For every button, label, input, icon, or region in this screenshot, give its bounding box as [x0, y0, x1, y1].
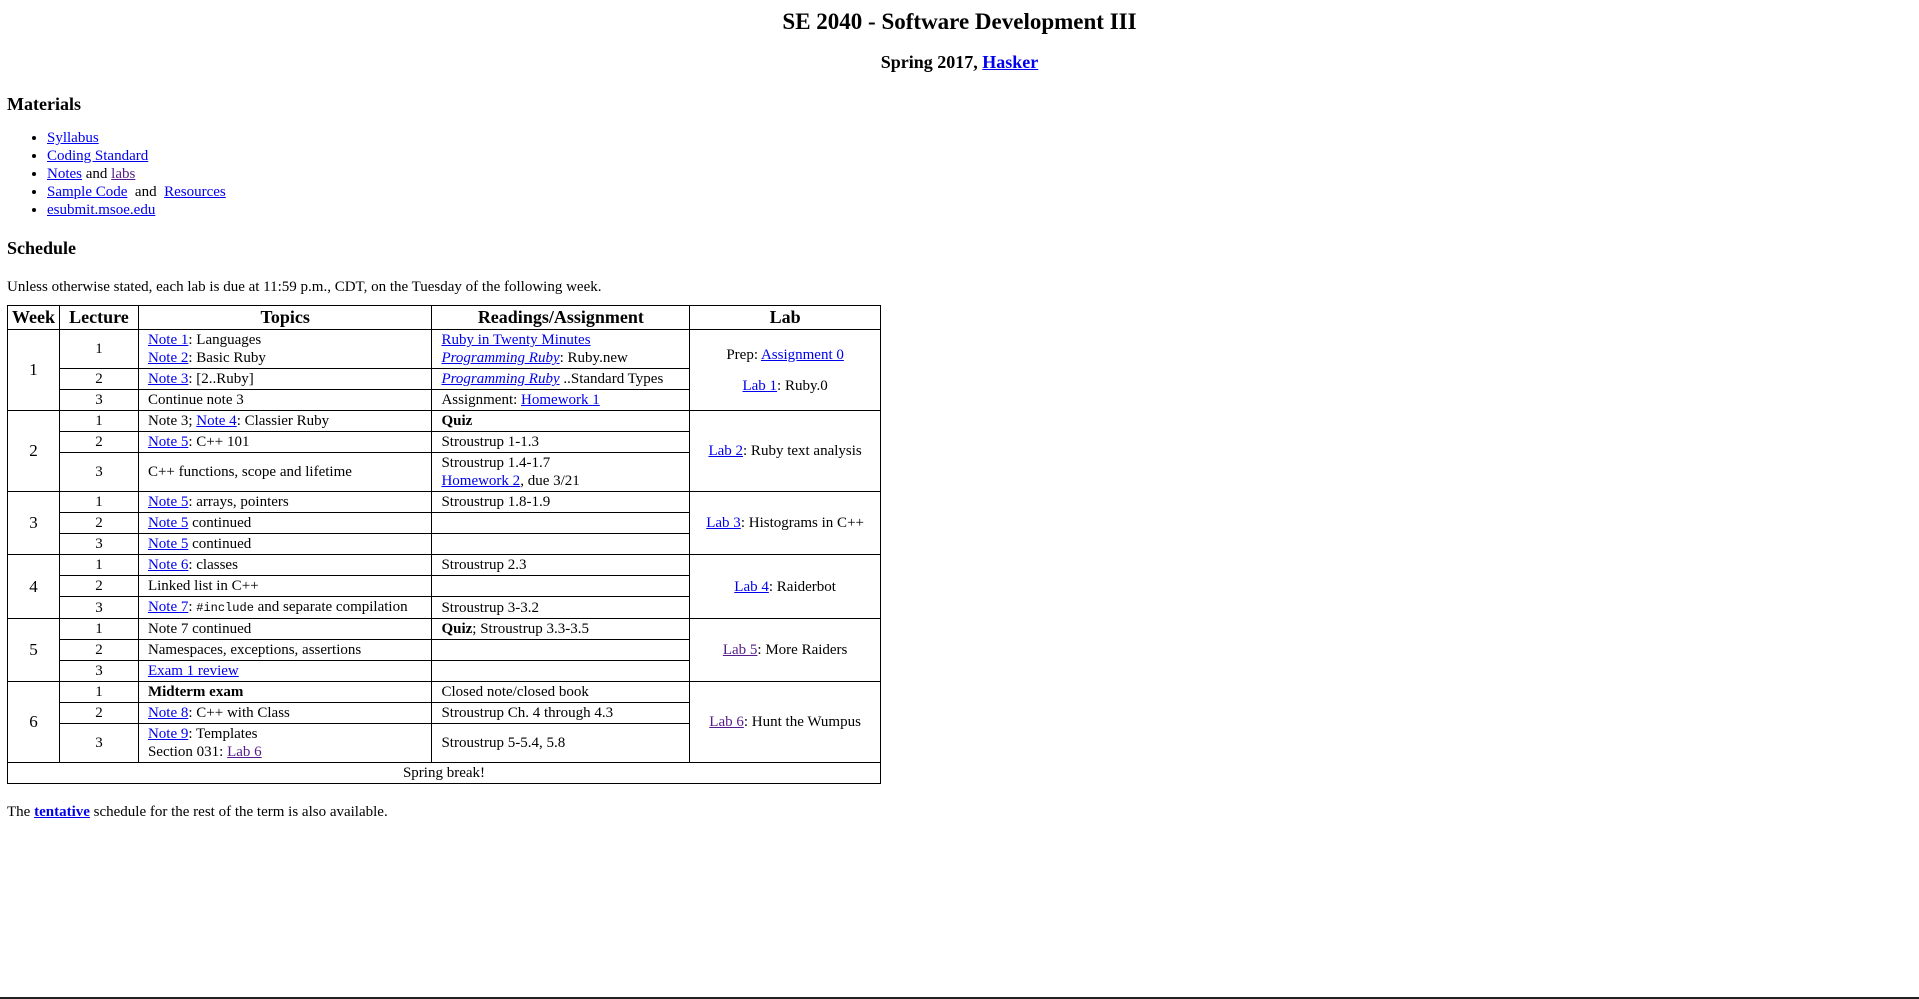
homework-link[interactable]: Homework 1 [521, 392, 600, 408]
lecture-number: 2 [59, 513, 138, 534]
reading-cell [432, 513, 690, 534]
spring-break-cell: Spring break! [8, 763, 881, 784]
lecture-number: 2 [59, 703, 138, 724]
reading-text: Assignment: [441, 392, 522, 408]
quiz-label: Quiz [441, 621, 473, 637]
lecture-number: 3 [59, 661, 138, 682]
midterm-label: Midterm exam [147, 684, 244, 700]
footer-note [7, 803, 1912, 821]
instructor-link[interactable]: Hasker [982, 52, 1039, 72]
due-note: Unless otherwise stated, each lab is due at 11:59 p.m., CDT, on the Tuesday of the following week. [7, 279, 602, 295]
topic-text: : [188, 599, 197, 615]
topic-cell [138, 703, 432, 724]
topic-text: continued [188, 536, 252, 552]
footer-text: The [7, 804, 35, 820]
lab-link[interactable]: Lab 6 [227, 744, 262, 760]
week-number: 1 [8, 330, 60, 411]
schedule-table [7, 305, 881, 784]
topic-cell [138, 661, 432, 682]
week-number: 3 [8, 492, 60, 555]
note-link[interactable]: Note 5 [147, 494, 189, 510]
note-link[interactable]: Note 2 [147, 350, 189, 366]
code-snippet: #include [196, 601, 254, 615]
list-item [47, 129, 1912, 147]
lecture-number: 1 [59, 330, 138, 369]
topic-text: : arrays, pointers [188, 494, 289, 510]
note-link[interactable]: Note 1 [147, 332, 189, 348]
topic-text: : Languages [188, 332, 262, 348]
section-text: Section 031: [147, 744, 228, 760]
labs-link[interactable]: labs [111, 166, 136, 182]
sample-code-link[interactable]: Sample Code [47, 184, 128, 200]
lab-text: : Raiderbot [768, 578, 836, 595]
topic-cell [138, 724, 432, 763]
reading-link[interactable] [441, 371, 559, 387]
reading-cell [432, 453, 690, 492]
lab-text: : More Raiders [757, 642, 848, 658]
topic-text: Note 3; [147, 413, 197, 429]
schedule-heading: Schedule [7, 238, 77, 258]
resources-link[interactable]: Resources [164, 184, 226, 200]
lab-prep-text: Prep: [726, 346, 761, 363]
quiz-label: Quiz [441, 413, 473, 429]
lab-link[interactable]: Lab 2 [708, 443, 744, 459]
materials-heading: Materials [7, 94, 81, 114]
reading-text: Stroustrup 1.4-1.7 [441, 455, 551, 471]
table-row [8, 411, 881, 432]
table-row [8, 555, 881, 576]
topic-text: : Classier Ruby [236, 413, 330, 429]
lecture-number: 2 [59, 576, 138, 597]
reading-link-text: Programming Ruby [441, 350, 560, 366]
reading-cell [432, 330, 690, 369]
lecture-number: 2 [59, 640, 138, 661]
lab-text: : Hunt the Wumpus [743, 714, 861, 730]
reading-cell: Stroustrup Ch. 4 through 4.3 [432, 703, 690, 724]
column-header-lecture: Lecture [59, 306, 138, 330]
esubmit-link[interactable]: esubmit.msoe.edu [47, 202, 156, 218]
reading-cell: Stroustrup 1.8-1.9 [432, 492, 690, 513]
topic-cell [138, 492, 432, 513]
topic-text: : classes [188, 557, 238, 573]
lecture-number: 1 [59, 555, 138, 576]
and-text: and [82, 166, 112, 182]
topic-cell [138, 330, 432, 369]
note-link[interactable]: Note 4 [196, 413, 237, 429]
table-header-row [8, 306, 881, 330]
topic-cell: Linked list in C++ [138, 576, 432, 597]
reading-cell [432, 661, 690, 682]
table-row [8, 492, 881, 513]
column-header-week: Week [8, 306, 60, 330]
exam-review-link[interactable]: Exam 1 review [147, 663, 239, 679]
topic-cell [138, 432, 432, 453]
lab-cell [690, 330, 881, 411]
topic-text: : C++ 101 [188, 434, 250, 450]
topic-cell [138, 597, 432, 619]
week-number: 2 [8, 411, 60, 492]
lecture-number: 1 [59, 492, 138, 513]
and-text: and [127, 184, 165, 200]
lecture-number: 1 [59, 682, 138, 703]
lab-link[interactable]: Lab 5 [722, 642, 758, 658]
reading-cell: Stroustrup 1-1.3 [432, 432, 690, 453]
week-number: 5 [8, 619, 60, 682]
topic-cell [138, 411, 432, 432]
lecture-number: 3 [59, 597, 138, 619]
lab-cell [690, 555, 881, 619]
lab-line [699, 377, 871, 395]
week-number: 6 [8, 682, 60, 763]
lab-link[interactable]: Lab 3 [706, 515, 741, 531]
homework-link[interactable]: Homework 2 [441, 473, 521, 489]
lab-text: : Ruby text analysis [743, 443, 862, 459]
lab-cell [690, 682, 881, 763]
list-item [47, 165, 1912, 183]
lecture-number: 2 [59, 369, 138, 390]
topic-cell [138, 369, 432, 390]
lab-text: : Histograms in C++ [740, 515, 864, 531]
note-link[interactable]: Note 3 [147, 371, 189, 387]
topic-cell: Namespaces, exceptions, assertions [138, 640, 432, 661]
reading-cell [432, 576, 690, 597]
list-item [47, 147, 1912, 165]
topic-cell: C++ functions, scope and lifetime [138, 453, 432, 492]
lab-cell [690, 411, 881, 492]
lecture-number: 3 [59, 534, 138, 555]
reading-link-text: Programming Ruby [441, 371, 560, 387]
spacer [699, 364, 871, 373]
table-row [8, 330, 881, 369]
topic-text: : Basic Ruby [188, 350, 266, 366]
column-header-lab: Lab [690, 306, 881, 330]
note-link[interactable]: Note 5 [147, 515, 189, 531]
list-item [47, 201, 1912, 219]
topic-text: : [2..Ruby] [188, 371, 254, 387]
topic-text: : C++ with Class [188, 705, 290, 721]
reading-cell [432, 411, 690, 432]
reading-text: ..Standard Types [559, 371, 664, 387]
lab-cell [690, 492, 881, 555]
column-header-topics: Topics [138, 306, 432, 330]
note-link[interactable]: Note 9 [147, 726, 189, 742]
table-row [8, 682, 881, 703]
lecture-number: 1 [59, 619, 138, 640]
topic-cell: Continue note 3 [138, 390, 432, 411]
notes-link[interactable]: Notes [47, 166, 82, 182]
lab-text: : Ruby.0 [777, 377, 828, 394]
reading-cell [432, 369, 690, 390]
syllabus-link[interactable]: Syllabus [47, 130, 99, 146]
list-item [47, 183, 1912, 201]
lecture-number: 1 [59, 411, 138, 432]
lab-cell [690, 619, 881, 682]
topic-cell: Note 7 continued [138, 619, 432, 640]
column-header-readings: Readings/Assignment [432, 306, 690, 330]
note-link[interactable]: Note 7 [147, 599, 189, 615]
materials-list [7, 129, 1912, 219]
topic-text: continued [188, 515, 252, 531]
reading-cell: Stroustrup 3-3.2 [432, 597, 690, 619]
reading-cell: Stroustrup 2.3 [432, 555, 690, 576]
lab-link[interactable]: Lab 1 [742, 377, 778, 394]
reading-cell [432, 640, 690, 661]
coding-standard-link[interactable]: Coding Standard [47, 148, 149, 164]
reading-cell [432, 534, 690, 555]
reading-text: , due 3/21 [520, 473, 580, 489]
reading-link[interactable] [441, 350, 559, 366]
topic-text: : Templates [188, 726, 258, 742]
tentative-link-text: tentative [34, 804, 90, 820]
topic-cell [138, 513, 432, 534]
tentative-schedule-link[interactable] [34, 804, 90, 820]
topic-cell [138, 534, 432, 555]
reading-text: ; Stroustrup 3.3-3.5 [472, 621, 589, 637]
page-title: SE 2040 - Software Development III [782, 9, 1137, 34]
topic-cell [138, 682, 432, 703]
page [0, 9, 1919, 821]
course-term [7, 52, 1912, 73]
reading-cell: Closed note/closed book [432, 682, 690, 703]
week-number: 4 [8, 555, 60, 619]
lecture-number: 3 [59, 390, 138, 411]
lab-link[interactable]: Lab 4 [734, 578, 769, 595]
lab-link[interactable]: Lab 6 [709, 714, 744, 730]
reading-text: : Ruby.new [559, 350, 628, 366]
lecture-number: 3 [59, 724, 138, 763]
table-row [8, 763, 881, 784]
note-link[interactable]: Note 8 [147, 705, 189, 721]
reading-cell: Stroustrup 5-5.4, 5.8 [432, 724, 690, 763]
note-link[interactable]: Note 6 [147, 557, 189, 573]
note-link[interactable]: Note 5 [147, 536, 189, 552]
term-text: Spring 2017, [880, 52, 978, 72]
assignment-link[interactable]: Assignment 0 [760, 346, 844, 363]
note-link[interactable]: Note 5 [147, 434, 189, 450]
lecture-number: 2 [59, 432, 138, 453]
reading-link[interactable]: Ruby in Twenty Minutes [441, 332, 591, 348]
reading-cell [432, 619, 690, 640]
footer-text: schedule for the rest of the term is also available. [89, 804, 388, 820]
topic-cell [138, 555, 432, 576]
lecture-number: 3 [59, 453, 138, 492]
table-row [8, 619, 881, 640]
reading-cell [432, 390, 690, 411]
topic-text: and separate compilation [253, 599, 408, 615]
